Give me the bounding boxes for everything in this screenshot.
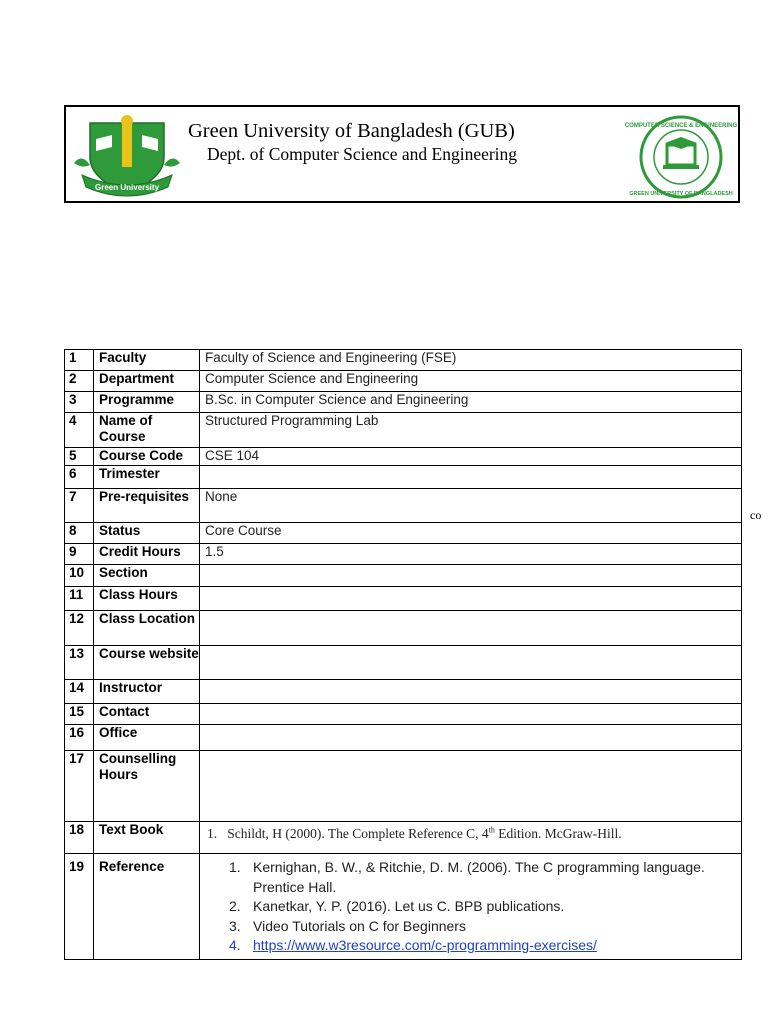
table-row [65, 413, 742, 448]
row-value [200, 565, 742, 587]
header-banner [64, 105, 740, 203]
textbook-superscript: th [488, 825, 495, 834]
textbook-text-end: Edition. McGraw-Hill. [494, 825, 622, 841]
row-value: B.Sc. in Computer Science and Engineering [200, 392, 742, 413]
row-label: Faculty [94, 350, 200, 371]
row-label: Class Hours [94, 587, 200, 611]
row-value: CSE 104 [200, 448, 742, 466]
reference-number: 2. [229, 898, 241, 914]
row-value [200, 611, 742, 646]
row-number: 18 [65, 822, 94, 854]
row-value [200, 751, 742, 822]
reference-number: 1. [229, 859, 241, 875]
reference-text: Video Tutorials on C for Beginners [253, 917, 466, 934]
svg-text:COMPUTER SCIENCE & ENGINEERING: COMPUTER SCIENCE & ENGINEERING [625, 123, 737, 129]
row-number: 13 [65, 646, 94, 680]
table-row [65, 392, 742, 413]
row-value [200, 466, 742, 489]
row-label: Department [94, 371, 200, 392]
row-number: 17 [65, 751, 94, 822]
row-label: Section [94, 565, 200, 587]
row-number: 1 [65, 350, 94, 371]
row-number: 6 [65, 466, 94, 489]
textbook-text: Schildt, H (2000). The Complete Reference C, 4 [227, 825, 489, 841]
table-row [65, 371, 742, 392]
w3resource-link[interactable]: https://www.w3resource.com/c-programming-exercises/ [253, 937, 597, 953]
reference-text: Kanetkar, Y. P. (2016). Let us C. BPB publications. [253, 898, 565, 914]
row-value: Structured Programming Lab [200, 413, 742, 448]
row-number: 12 [65, 611, 94, 646]
list-item [205, 917, 741, 937]
clipped-text-fragment: co [750, 508, 762, 522]
row-number: 3 [65, 392, 94, 413]
row-label: Counselling Hours [94, 751, 200, 822]
row-value [200, 646, 742, 680]
table-row [65, 725, 742, 751]
row-value: None [200, 489, 742, 523]
list-item [205, 936, 741, 956]
table-row [65, 448, 742, 466]
reference-list [205, 858, 741, 956]
row-value: Faculty of Science and Engineering (FSE) [200, 350, 742, 371]
table-row [65, 611, 742, 646]
department-name: Dept. of Computer Science and Engineering [207, 144, 518, 164]
table-row [65, 704, 742, 725]
table-row [65, 565, 742, 587]
row-label: Contact [94, 704, 200, 725]
row-number: 19 [65, 854, 94, 960]
row-label: Trimester [94, 466, 200, 489]
svg-text:Green University: Green University [94, 183, 160, 192]
row-label: Pre-requisites [94, 489, 200, 523]
row-value [200, 725, 742, 751]
row-number: 14 [65, 680, 94, 704]
row-value [200, 704, 742, 725]
textbook-cell [200, 822, 742, 854]
row-label: Class Location [94, 611, 200, 646]
table-row [65, 466, 742, 489]
table-row-reference [65, 854, 742, 960]
reference-cell [200, 854, 742, 960]
reference-text: Kernighan, B. W., & Ritchie, D. M. (2006). The C programming language. Prentice Hall. [253, 859, 705, 895]
row-number: 4 [65, 413, 94, 448]
table-row [65, 350, 742, 371]
row-label: Course Code [94, 448, 200, 466]
row-label: Instructor [94, 680, 200, 704]
table-row [65, 544, 742, 565]
row-number: 7 [65, 489, 94, 523]
row-number: 10 [65, 565, 94, 587]
table-row-textbook [65, 822, 742, 854]
row-value: Computer Science and Engineering [200, 371, 742, 392]
row-value: Core Course [200, 523, 742, 544]
list-item [205, 858, 741, 897]
svg-text:GREEN UNIVERSITY OF BANGLADESH: GREEN UNIVERSITY OF BANGLADESH [629, 191, 733, 197]
row-label: Name of Course [94, 413, 200, 448]
table-row [65, 751, 742, 822]
row-label: Programme [94, 392, 200, 413]
row-number: 5 [65, 448, 94, 466]
row-number: 16 [65, 725, 94, 751]
textbook-item-number: 1. [207, 825, 218, 841]
row-value [200, 587, 742, 611]
row-label: Text Book [94, 822, 200, 854]
cse-department-seal [625, 115, 737, 199]
table-row [65, 489, 742, 523]
reference-number: 3. [229, 917, 241, 934]
row-label: Office [94, 725, 200, 751]
list-item [205, 897, 741, 917]
textbook-citation [205, 826, 622, 841]
university-name: Green University of Bangladesh (GUB) [188, 120, 515, 142]
row-number: 2 [65, 371, 94, 392]
row-number: 8 [65, 523, 94, 544]
row-number: 15 [65, 704, 94, 725]
row-label: Status [94, 523, 200, 544]
table-row [65, 523, 742, 544]
green-university-logo [72, 113, 182, 199]
row-value: 1.5 [200, 544, 742, 565]
reference-number: 4. [229, 937, 241, 953]
table-row [65, 646, 742, 680]
row-label: Credit Hours [94, 544, 200, 565]
row-number: 11 [65, 587, 94, 611]
table-row [65, 680, 742, 704]
table-row [65, 587, 742, 611]
course-info-table [64, 349, 742, 960]
row-value [200, 680, 742, 704]
row-label: Course website [94, 646, 200, 680]
row-label: Reference [94, 854, 200, 960]
row-number: 9 [65, 544, 94, 565]
